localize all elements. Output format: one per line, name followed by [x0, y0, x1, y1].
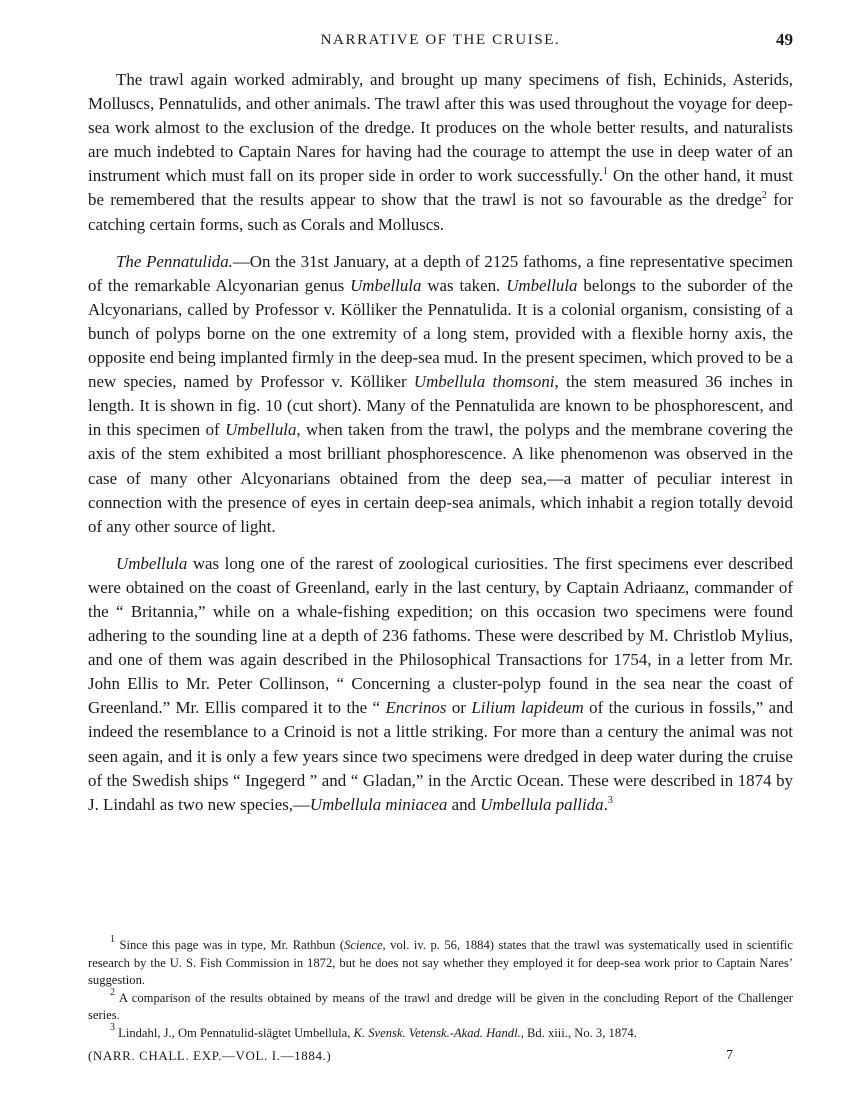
running-title: NARRATIVE OF THE CRUISE.	[320, 32, 561, 48]
footnote-3: $^3$ Lindahl, J., Om Pennatulid-slägtet Umbellula, K. Svensk. Vetensk.-Akad. Handl., Bd. xiii., No. 3, 1874.	[110, 1021, 637, 1040]
body-text	[88, 68, 793, 817]
footnote-ref-1: 1	[602, 166, 608, 178]
section-lead: The Pennatulida.	[116, 251, 233, 271]
footnote-ref-3: 3	[607, 794, 613, 806]
footnote-1: $^1$ Since this page was in type, Mr. Rathbun (Science, vol. iv. p. 56, 1884) states that the trawl was systematically used in scientific research by the U. S. Fish Commission in 1872, but he does not say whether they employed it for deep-sea work prior to Captain Nares’ suggestion.	[88, 934, 793, 988]
paragraph-umbellula-history: Umbellula was long one of the rarest of zoological curiosities. The first specimens ever described were obtained on the coast of Greenland, early in the last century, by Captain Adriaanz, commander of the “ Britannia,” while on a whale-fishing expedition; on this occasion two specimens were found adhering to the sounding line at a depth of 236 fathoms. These were described by M. Christlob Mylius, and one of them was again described in the Philosophical Transactions for 1754, in a letter from Mr. John Ellis to Mr. Peter Collinson, “ Concerning a cluster-polyp found in the sea near the coast of Greenland.” Mr. Ellis compared it to the “ Encrinos or Lilium lapideum of the curious in fossils,” and indeed the resemblance to a Crinoid is not a little striking. For more than a century the animal was not seen again, and it is only a few years since two specimens were dredged in deep water during the cruise of the Swedish ships “ Ingegerd ” and “ Gladan,” in the Arctic Ocean. These were described in 1874 by J. Lindahl as two new species,—Umbellula miniacea and Umbellula pallida.$^3$	[88, 553, 794, 814]
paragraph-trawl: The trawl again worked admirably, and brought up many specimens of fish, Echinids, Asterids, Molluscs, Pennatulids, and other animals. The trawl after this was used throughout the voyage for deep-sea work almost to the exclusion of the dredge. It produces on the whole better results, and naturalists are much indebted to Captain Nares for having had the courage to attempt the use in deep water of an instrument which must fall on its proper side in order to work successfully.$^1$ On the other hand, it must be remembered that the results appear to show that the trawl is not so favourable as the dredge$^2$ for catching certain forms, such as Corals and Molluscs.	[88, 70, 793, 234]
paragraph-pennatulida: The Pennatulida.—On the 31st January, at a depth of 2125 fathoms, a fine representative specimen of the remarkable Alcyonarian genus Umbellula was taken. Umbellula belongs to the suborder of the Alcyonarians, called by Professor v. Kölliker the Pennatulida. It is a colonial organism, consisting of a bunch of polyps borne on the one extremity of a long stem, provided with a flexible horny axis, the opposite end being implanted firmly in the deep-sea mud. In the present specimen, which proved to be a new species, named by Professor v. Kölliker Umbellula thomsoni, the stem measured 36 inches in length. It is shown in fig. 10 (cut short). Many of the Pennatulida are known to be phosphorescent, and in this specimen of Umbellula, when taken from the trawl, the polyps and the membrane covering the axis of the stem exhibited a most brilliant phosphorescence. A like phenomenon was observed in the case of many other Alcyonarians obtained from the deep sea,—a matter of peculiar interest in connection with the presence of eyes in certain deep-sea animals, which inhabit a region totally devoid of any other source of light.	[88, 251, 793, 536]
footnotes	[88, 934, 793, 1043]
page-number: 49	[776, 30, 793, 49]
imprint-line	[88, 1048, 793, 1068]
imprint-text: (NARR. CHALL. EXP.—VOL. I.—1884.)	[88, 1048, 332, 1063]
footnote-ref-2: 2	[761, 190, 767, 202]
footnote-2: $^2$ A comparison of the results obtained by means of the trawl and dredge will be given in the concluding Report of the Challenger series.	[88, 986, 793, 1023]
running-head	[88, 30, 793, 52]
signature-mark: 7	[726, 1048, 733, 1063]
